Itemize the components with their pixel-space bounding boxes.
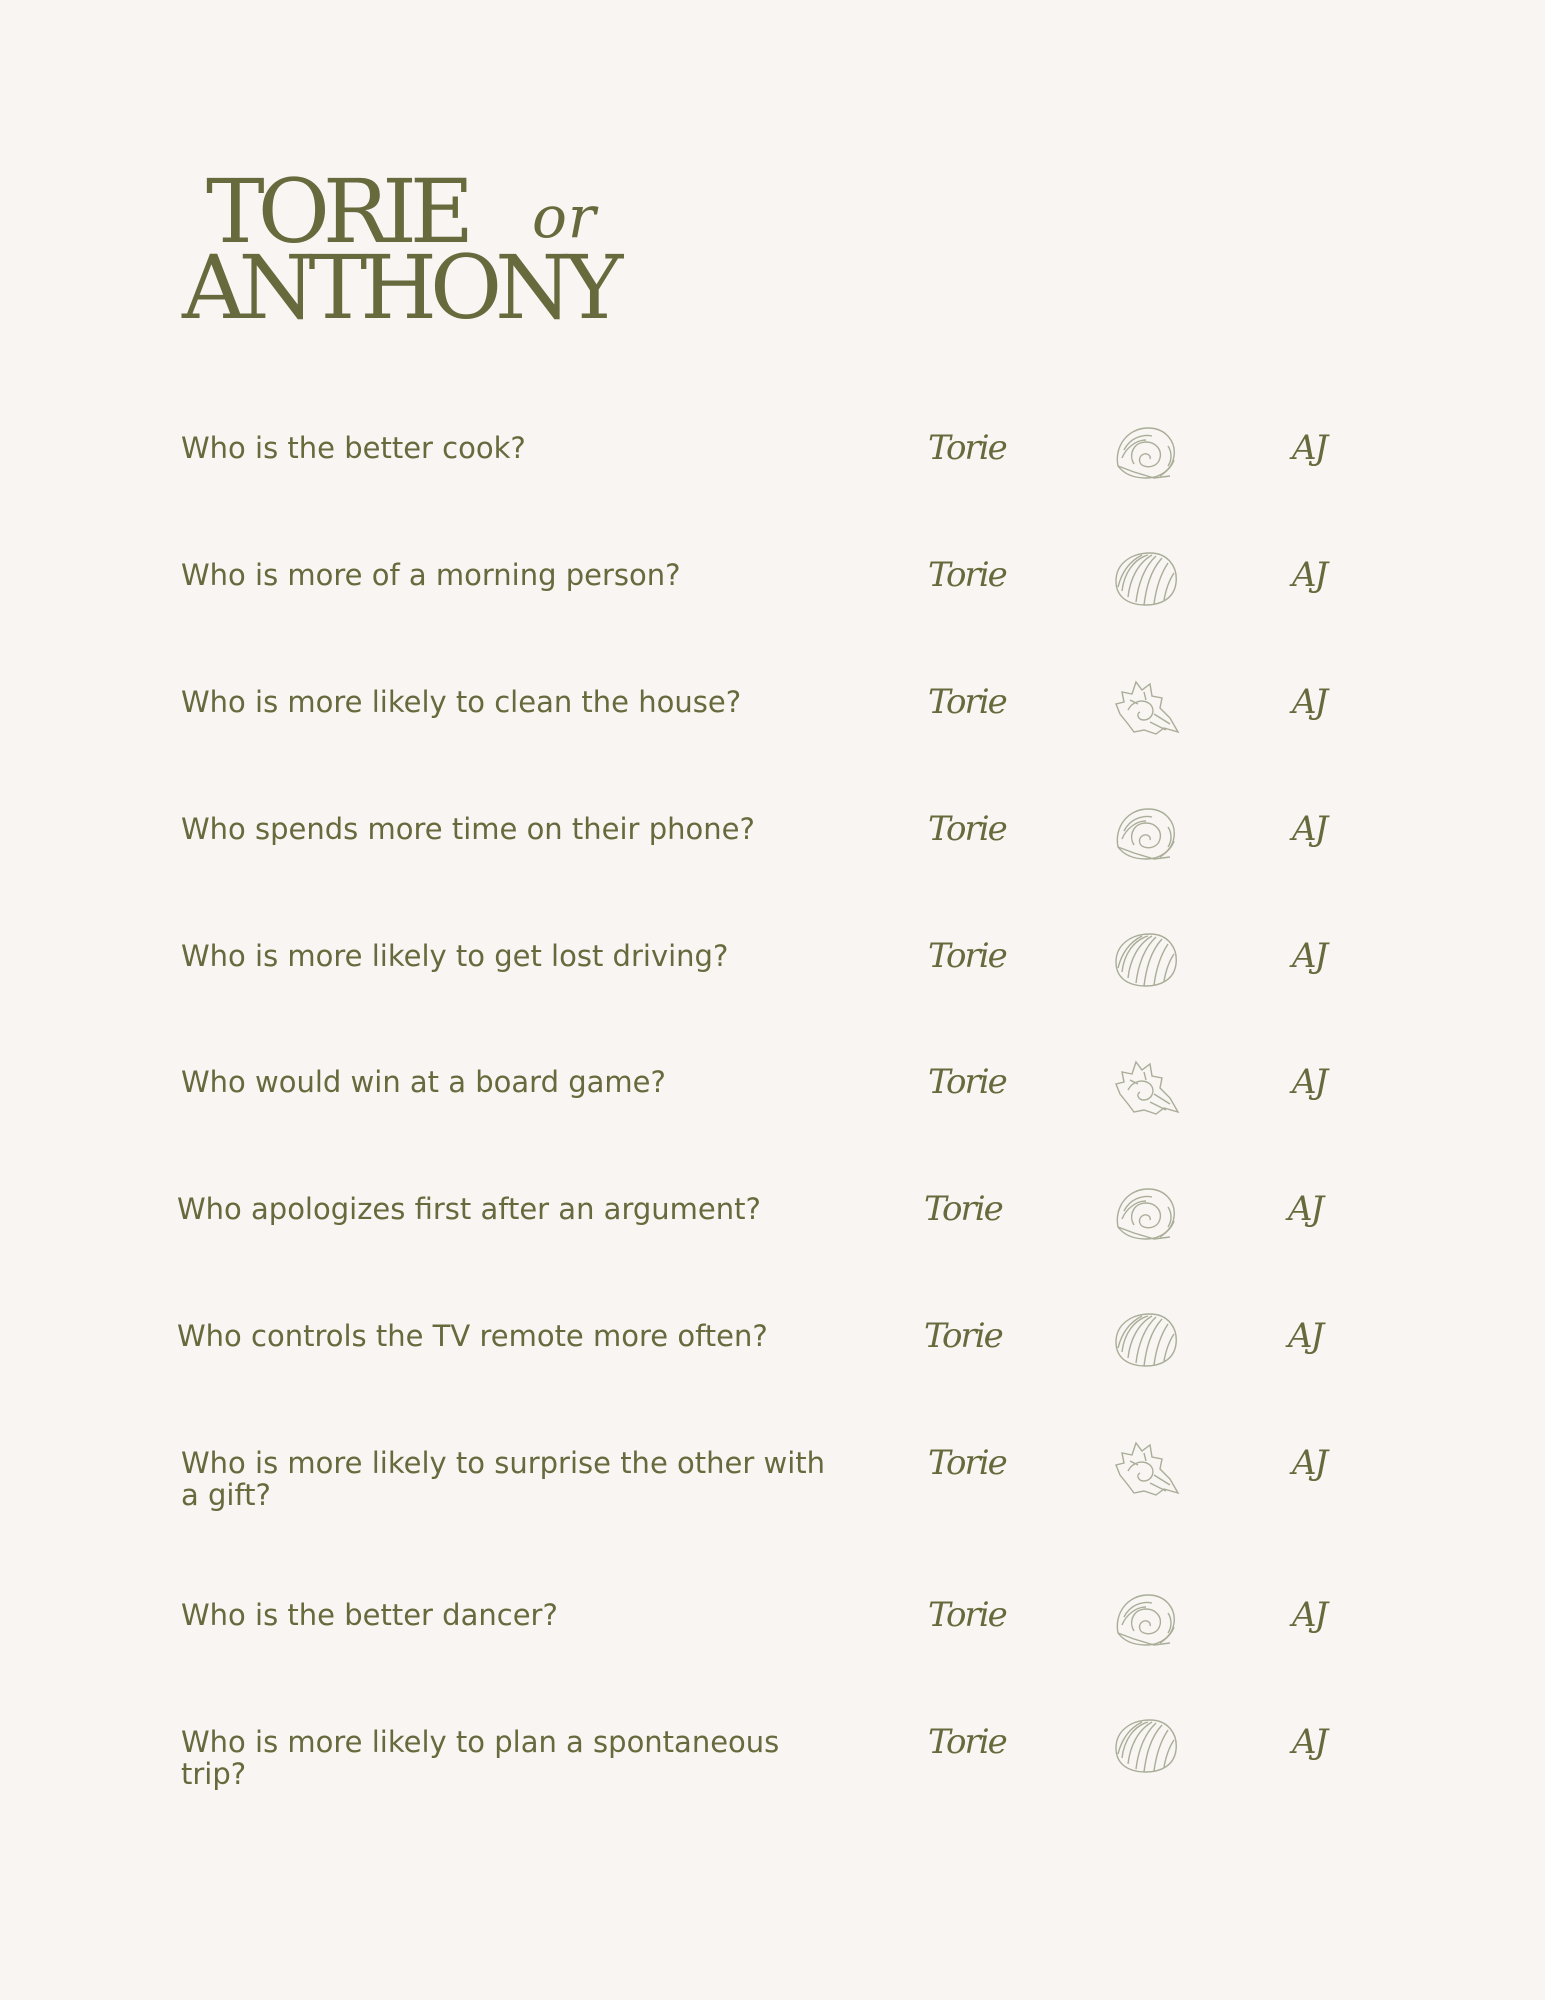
scallop-shell-icon [1110, 1714, 1182, 1778]
choice-torie: Torie [924, 1189, 1002, 1229]
choice-torie: Torie [928, 1443, 1006, 1483]
choice-torie: Torie [928, 936, 1006, 976]
question-row [0, 555, 1545, 659]
question-text: Who is more likely to clean the house? [181, 685, 742, 719]
question-row [0, 1443, 1545, 1547]
question-text: Who apologizes first after an argument? [177, 1192, 761, 1226]
question-row [0, 1595, 1545, 1699]
conch-shell-icon [1110, 1435, 1182, 1499]
choice-aj: AJ [1288, 1316, 1323, 1356]
title-torie: TORIE [206, 160, 468, 263]
snail-shell-icon [1110, 801, 1182, 865]
choice-torie: Torie [928, 1595, 1006, 1635]
snail-shell-icon [1110, 420, 1182, 484]
question-text: Who is more of a morning person? [181, 558, 681, 592]
title-connector: or [532, 183, 597, 251]
question-text: Who is the better cook? [181, 431, 526, 465]
choice-aj: AJ [1292, 809, 1327, 849]
question-row [0, 1189, 1545, 1293]
question-text: Who would win at a board game? [181, 1065, 666, 1099]
question-text: Who spends more time on their phone? [181, 812, 755, 846]
choice-torie: Torie [928, 682, 1006, 722]
choice-aj: AJ [1288, 1189, 1323, 1229]
title-anthony: ANTHONY [182, 236, 617, 339]
question-text: Who controls the TV remote more often? [177, 1319, 768, 1353]
choice-aj: AJ [1292, 1443, 1327, 1483]
choice-aj: AJ [1292, 555, 1327, 595]
question-text: Who is more likely to surprise the other with a gift? [181, 1446, 826, 1512]
choice-torie: Torie [928, 809, 1006, 849]
choice-aj: AJ [1292, 1062, 1327, 1102]
question-row [0, 809, 1545, 913]
question-row [0, 1062, 1545, 1166]
question-row [0, 682, 1545, 786]
question-text: Who is the better dancer? [181, 1598, 558, 1632]
choice-torie: Torie [928, 1062, 1006, 1102]
question-text: Who is more likely to plan a spontaneous trip? [181, 1725, 780, 1791]
question-row [0, 1316, 1545, 1420]
scallop-shell-icon [1110, 1308, 1182, 1372]
scallop-shell-icon [1110, 928, 1182, 992]
question-row [0, 428, 1545, 532]
choice-aj: AJ [1292, 1722, 1327, 1762]
snail-shell-icon [1110, 1181, 1182, 1245]
choice-aj: AJ [1292, 682, 1327, 722]
choice-torie: Torie [924, 1316, 1002, 1356]
choice-aj: AJ [1292, 428, 1327, 468]
choice-torie: Torie [928, 555, 1006, 595]
question-row [0, 936, 1545, 1040]
scallop-shell-icon [1110, 547, 1182, 611]
choice-torie: Torie [928, 428, 1006, 468]
choice-aj: AJ [1292, 1595, 1327, 1635]
question-text: Who is more likely to get lost driving? [181, 939, 729, 973]
snail-shell-icon [1110, 1587, 1182, 1651]
question-row [0, 1722, 1545, 1826]
conch-shell-icon [1110, 1054, 1182, 1118]
choice-aj: AJ [1292, 936, 1327, 976]
conch-shell-icon [1110, 674, 1182, 738]
choice-torie: Torie [928, 1722, 1006, 1762]
